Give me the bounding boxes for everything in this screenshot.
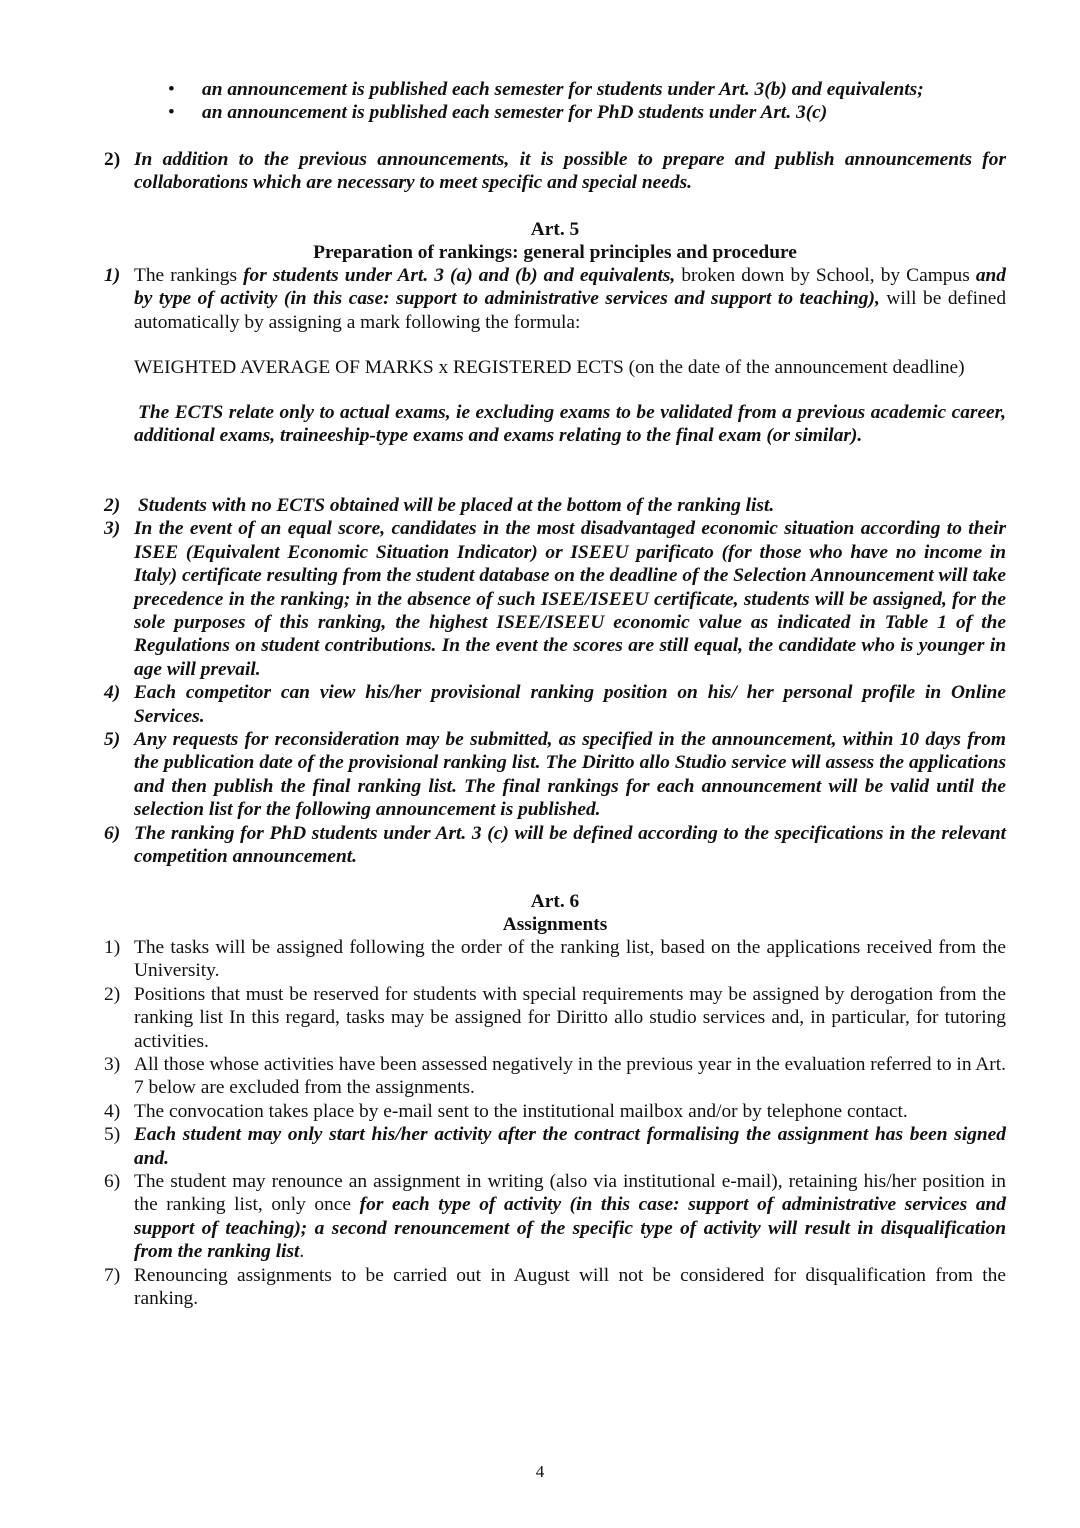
item-text: Each student may only start his/her activity after the contract formalising the assignment has been signed and.	[134, 1124, 1006, 1169]
bullet-icon: •	[168, 102, 175, 124]
list-item	[104, 1170, 1006, 1264]
item-number: 4)	[104, 1100, 121, 1122]
item-text-emphasis: and by type of activity (in this case: support to administrative services and support to teaching),	[134, 265, 1007, 310]
item-text: Renouncing assignments to be carried out in August will not be considered for disqualification from the ranking.	[134, 1264, 1006, 1310]
item-text-plain: The student may renounce an assignment in writing (also via institutional e-mail), retaining his/her position in the ranking list, only once	[134, 1171, 1006, 1216]
item-text: Positions that must be reserved for students with special requirements may be assigned by derogation from the ranking list In this regard, tasks may be assigned for Diritto allo studio services and, in particular, for tutoring activities.	[134, 983, 1006, 1052]
item-text-plain: broken down by School, by Campus	[675, 265, 976, 286]
bullet-item	[168, 101, 1006, 124]
list-item	[104, 983, 1006, 1053]
item-text: The convocation takes place by e-mail sent to the institutional mailbox and/or by telephone contact.	[134, 1100, 908, 1122]
item-text-plain: The rankings	[134, 265, 244, 286]
art5-subtitle: Preparation of rankings: general principles and procedure	[313, 242, 797, 263]
art6-subtitle: Assignments	[502, 914, 608, 935]
ranking-formula: WEIGHTED AVERAGE OF MARKS x REGISTERED ECTS (on the date of the announcement deadline)	[134, 357, 965, 378]
item-number: 2)	[104, 983, 121, 1005]
item-text-plain: .	[299, 1241, 305, 1263]
list-item	[104, 681, 1006, 728]
item-text: The tasks will be assigned following the order of the ranking list, based on the applications received from the University.	[134, 937, 1006, 982]
bullet-text: an announcement is published each semester for PhD students under Art. 3(c)	[202, 102, 828, 124]
list-item	[104, 936, 1006, 983]
art5-title: Art. 5	[530, 219, 580, 240]
item-text: In the event of an equal score, candidates in the most disadvantaged economic situation according to their ISEE (Equivalent Economic Situation Indicator) or ISEEU parificato (for those who have no income in Italy) certificate resulting from the student database on the deadline of the Selection Announcement will take precedence in the ranking; in the absence of such ISEE/ISEEU certificate, students will be assigned, for the sole purposes of this ranking, the highest ISEE/ISEEU economic value as indicated in Table 1 of the Regulations on student contributions. In the event the scores are still equal, the candidate who is younger in age will prevail.	[134, 518, 1006, 680]
art5-item-1	[104, 264, 1006, 334]
list-item	[104, 148, 1006, 195]
item-number: 5)	[104, 729, 121, 751]
list-item	[104, 1100, 1006, 1123]
item-text: The ranking for PhD students under Art. 3 (c) will be defined according to the specifications in the relevant competition announcement.	[134, 822, 1006, 868]
item-text: All those whose activities have been assessed negatively in the previous year in the evaluation referred to in Art. 7 below are excluded from the assignments.	[134, 1054, 1006, 1099]
item-text-plain: will be defined automatically by assigning a mark following the formula:	[134, 288, 1007, 333]
art6-items	[104, 936, 1006, 1311]
item-number: 5)	[104, 1124, 121, 1146]
list-item	[104, 822, 1006, 869]
page-number: 4	[535, 1462, 545, 1481]
item-number: 1)	[104, 937, 121, 958]
item-text-emphasis: for students under Art. 3 (a) and (b) and equivalents,	[243, 265, 676, 286]
list-item	[104, 494, 1006, 517]
item-number: 6)	[104, 822, 121, 844]
art4-item-2	[104, 148, 1006, 195]
list-item	[104, 1053, 1006, 1100]
list-item	[104, 517, 1006, 681]
art6-title: Art. 6	[530, 891, 580, 912]
item-number: 4)	[104, 682, 121, 704]
list-item	[104, 264, 1006, 334]
item-number: 2)	[104, 149, 121, 170]
bullet-item	[168, 78, 1006, 101]
ects-note: The ECTS relate only to actual exams, ie excluding exams to be validated from a previous academic career, additional exams, traineeship-type exams and exams relating to the final exam (or similar).	[134, 402, 1006, 447]
item-number: 2)	[104, 495, 121, 516]
item-text: In addition to the previous announcements, it is possible to prepare and publish announcements for collaborations which are necessary to meet specific and special needs.	[134, 149, 1006, 194]
item-number: 7)	[104, 1264, 121, 1286]
item-text: Each competitor can view his/her provisional ranking position on his/ her personal profile in Online Services.	[134, 682, 1006, 727]
item-number: 3)	[104, 1054, 121, 1076]
bullet-icon: •	[168, 79, 175, 100]
bullet-text: an announcement is published each semester for students under Art. 3(b) and equivalents;	[202, 79, 924, 100]
list-item	[104, 1123, 1006, 1170]
item-text: Students with no ECTS obtained will be placed at the bottom of the ranking list.	[138, 495, 775, 516]
item-text: Any requests for reconsideration may be submitted, as specified in the announcement, within 10 days from the publication date of the provisional ranking list. The Diritto allo Studio service will assess the applications and then publish the final ranking list. The final rankings for each announcement will be valid until the selection list for the following announcement is published.	[134, 729, 1006, 821]
item-number: 1)	[104, 265, 121, 286]
item-number: 3)	[104, 518, 121, 540]
art5-items	[104, 494, 1006, 869]
list-item	[104, 728, 1006, 822]
announcement-bullet-list	[168, 78, 1006, 125]
item-number: 6)	[104, 1171, 121, 1193]
item-text-emphasis: for each type of activity (in this case: support of administrative services and support of teaching); a second renouncement of the specific type of activity will result in disqualification from the ranking list	[134, 1194, 1007, 1263]
list-item	[104, 1264, 1006, 1311]
